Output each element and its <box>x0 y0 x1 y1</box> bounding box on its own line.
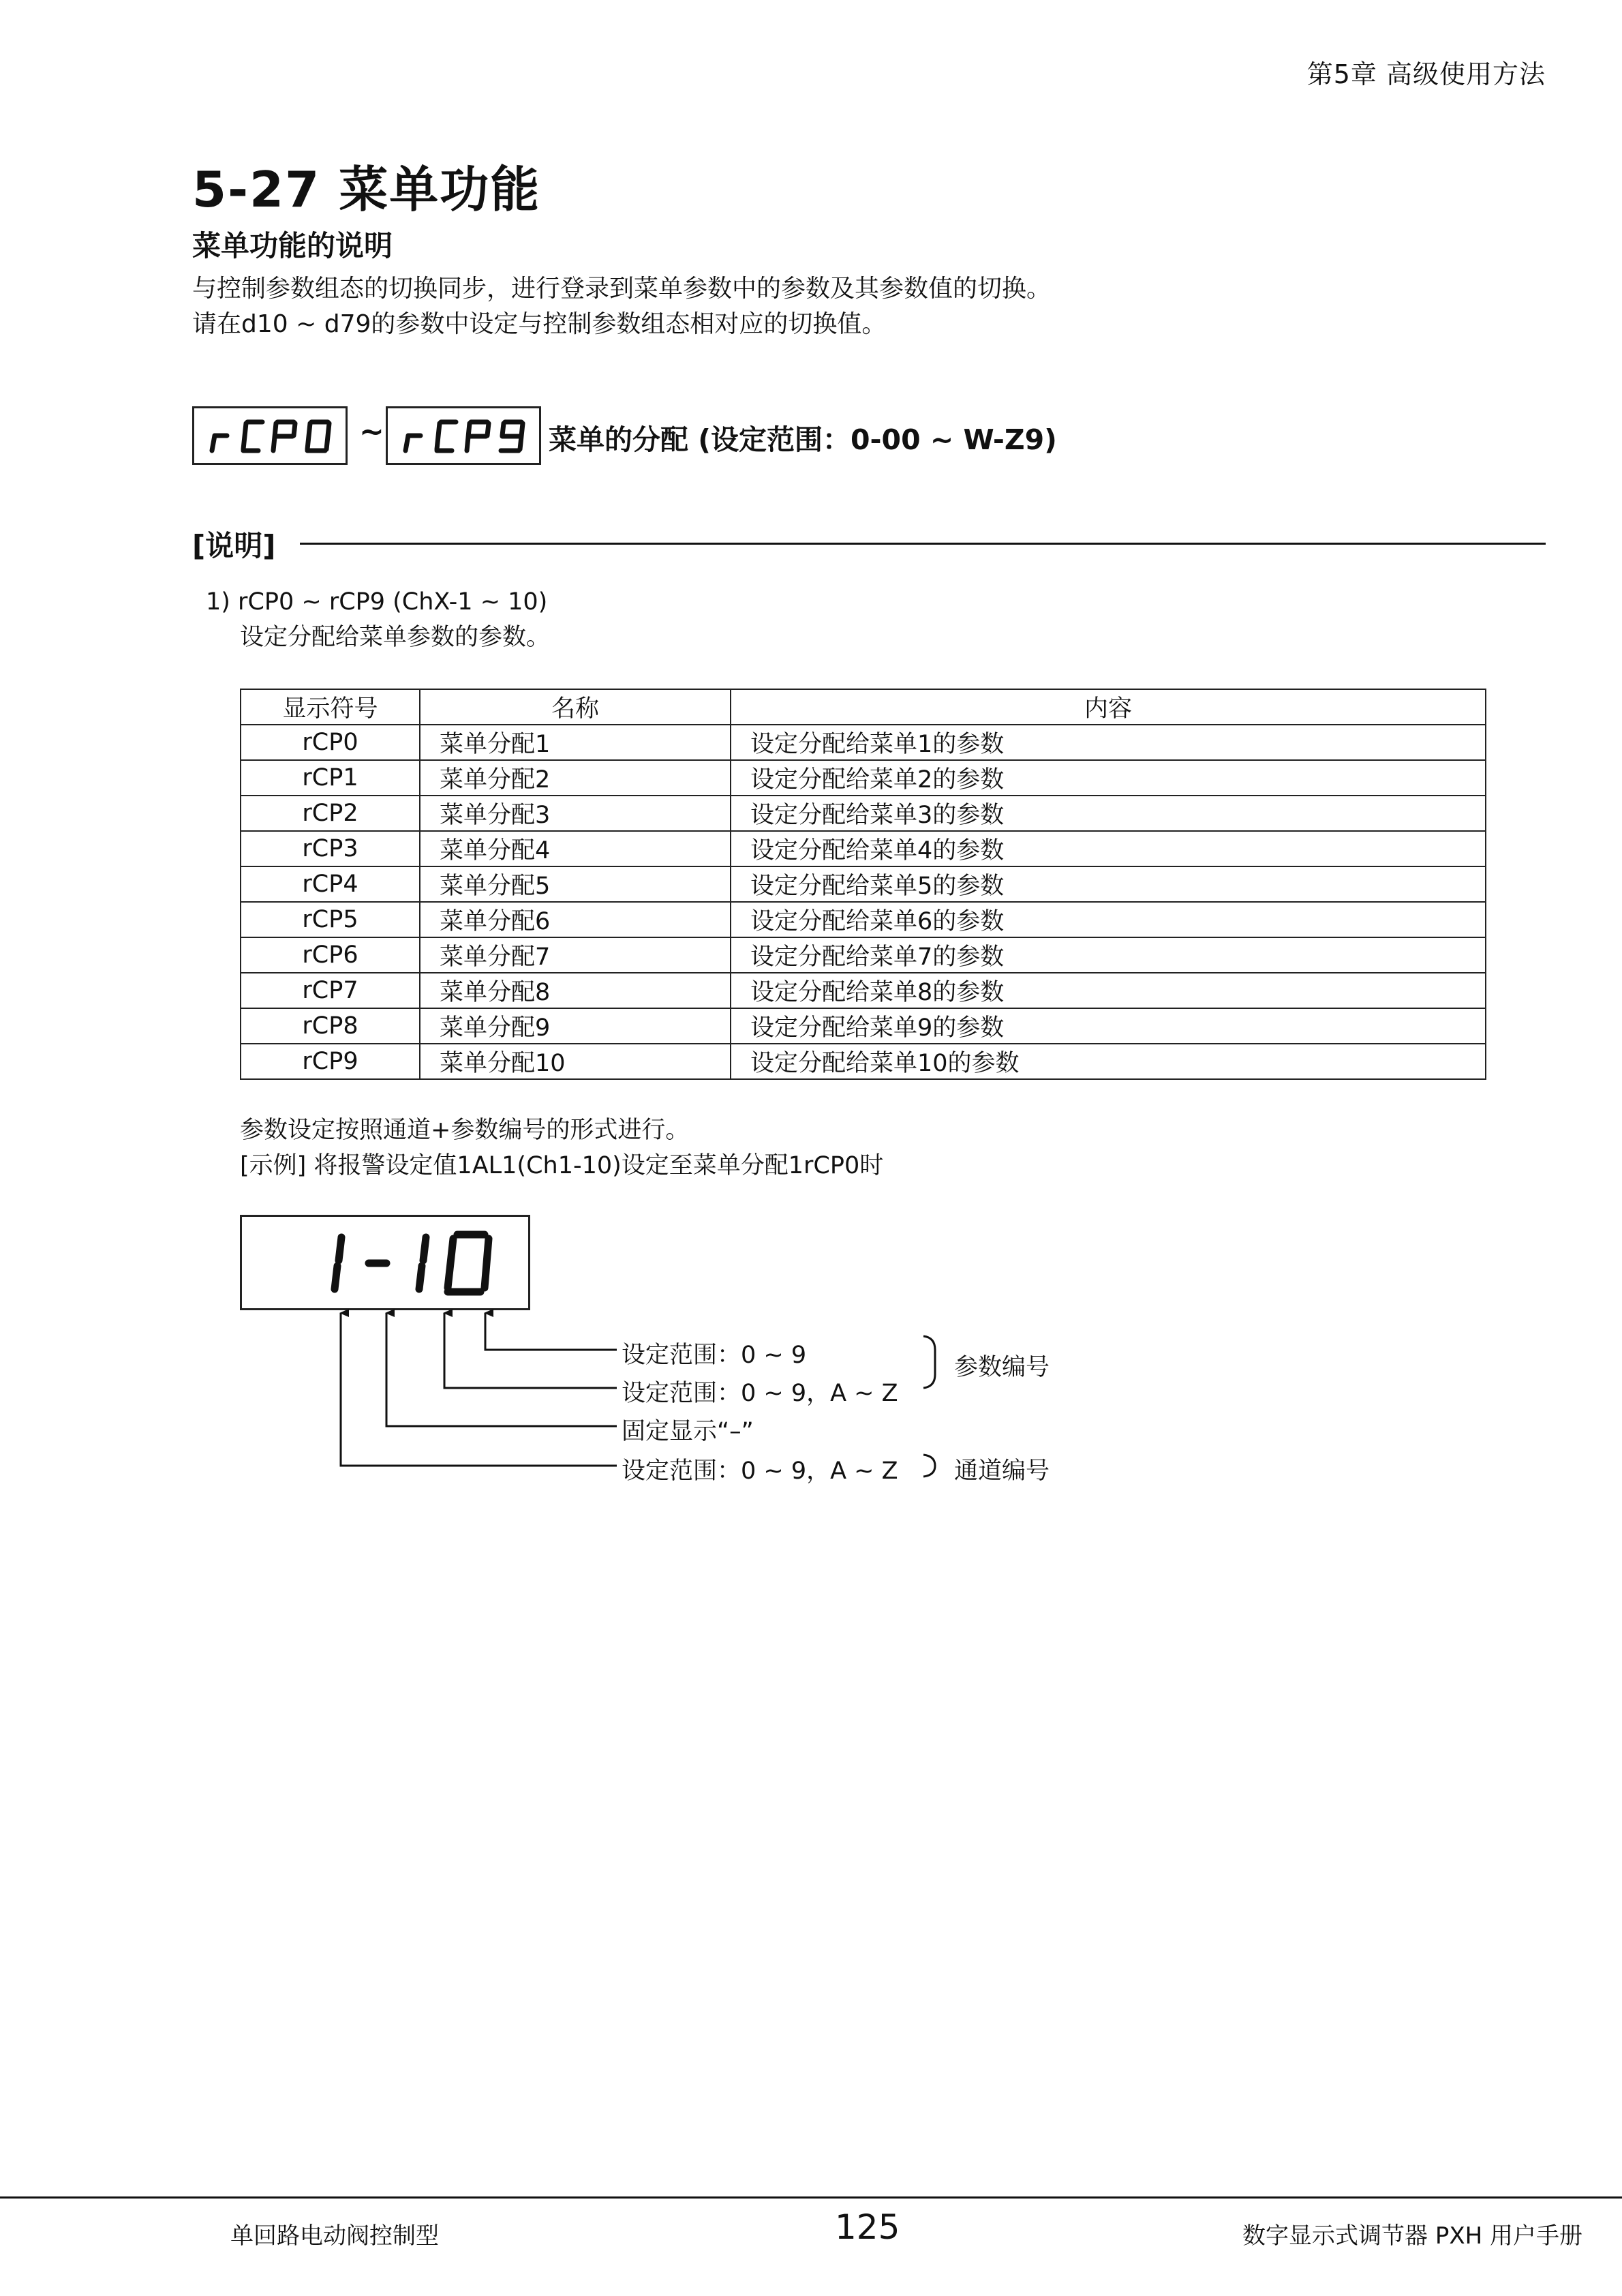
table-cell: rCP5 <box>241 902 420 937</box>
footer-divider <box>0 2196 1622 2199</box>
table-cell: 设定分配给菜单1的参数 <box>731 725 1486 760</box>
table-cell: 菜单分配7 <box>420 937 731 973</box>
table-cell: rCP3 <box>241 831 420 866</box>
table-cell: 菜单分配8 <box>420 973 731 1008</box>
table-cell: 菜单分配5 <box>420 866 731 902</box>
chapter-heading: 第5章 高级使用方法 <box>1306 59 1546 89</box>
table-cell: rCP9 <box>241 1044 420 1079</box>
table-cell: 菜单分配3 <box>420 796 731 831</box>
group-label-parameter: 参数编号 <box>954 1354 1050 1381</box>
table-cell: rCP7 <box>241 973 420 1008</box>
footer-left-text: 单回路电动阀控制型 <box>230 2222 439 2250</box>
column-header: 名称 <box>420 689 731 725</box>
table-cell: 菜单分配10 <box>420 1044 731 1079</box>
explanation-heading: [说明] <box>192 529 276 562</box>
page-number: 125 <box>835 2207 900 2247</box>
table-cell: 菜单分配4 <box>420 831 731 866</box>
table-cell: 设定分配给菜单2的参数 <box>731 760 1486 796</box>
description-line-2: 请在d10 ~ d79的参数中设定与控制参数组态相对应的切换值。 <box>192 310 887 338</box>
range-tilde: ~ <box>359 414 384 449</box>
note-line-1: 参数设定按照通道+参数编号的形式进行。 <box>240 1117 690 1144</box>
table-cell: rCP0 <box>241 725 420 760</box>
note-line-2: [示例] 将报警设定值1AL1(Ch1-10)设定至菜单分配1rCP0时 <box>240 1152 884 1179</box>
menu-assign-label: 菜单的分配 (设定范围：0-00 ~ W-Z9) <box>549 423 1057 456</box>
table-cell: 设定分配给菜单6的参数 <box>731 902 1486 937</box>
item1-description: 设定分配给菜单参数的参数。 <box>240 624 551 651</box>
table-cell: 设定分配给菜单3的参数 <box>731 796 1486 831</box>
table-cell: 菜单分配9 <box>420 1008 731 1044</box>
footer-right-text: 数字显示式调节器 PXH 用户手册 <box>1242 2222 1582 2250</box>
description-line-1: 与控制参数组态的切换同步，进行登录到菜单参数中的参数及其参数值的切换。 <box>192 275 1052 303</box>
table-cell: 菜单分配1 <box>420 725 731 760</box>
annotation-digit-4: 设定范围：0 ~ 9 <box>622 1342 807 1369</box>
table-cell: 设定分配给菜单4的参数 <box>731 831 1486 866</box>
column-header: 显示符号 <box>241 689 420 725</box>
column-header: 内容 <box>731 689 1486 725</box>
annotation-digit-3: 设定范围：0 ~ 9，A ~ Z <box>622 1380 898 1407</box>
group-label-channel: 通道编号 <box>954 1457 1050 1485</box>
section-subtitle: 菜单功能的说明 <box>192 229 393 262</box>
table-cell: 设定分配给菜单7的参数 <box>731 937 1486 973</box>
table-cell: 菜单分配2 <box>420 760 731 796</box>
section-title: 5-27 菜单功能 <box>192 161 541 218</box>
table-cell: 设定分配给菜单5的参数 <box>731 866 1486 902</box>
table-cell: 设定分配给菜单9的参数 <box>731 1008 1486 1044</box>
annotation-digit-2: 固定显示“–” <box>622 1418 754 1445</box>
table-cell: 设定分配给菜单10的参数 <box>731 1044 1486 1079</box>
table-cell: rCP6 <box>241 937 420 973</box>
table-cell: rCP8 <box>241 1008 420 1044</box>
annotation-digit-1: 设定范围：0 ~ 9，A ~ Z <box>622 1457 898 1485</box>
table-cell: 菜单分配6 <box>420 902 731 937</box>
table-cell: 设定分配给菜单8的参数 <box>731 973 1486 1008</box>
table-cell: rCP2 <box>241 796 420 831</box>
table-cell: rCP1 <box>241 760 420 796</box>
table-cell: rCP4 <box>241 866 420 902</box>
item1-title: 1) rCP0 ~ rCP9 (ChX-1 ~ 10) <box>206 588 548 616</box>
